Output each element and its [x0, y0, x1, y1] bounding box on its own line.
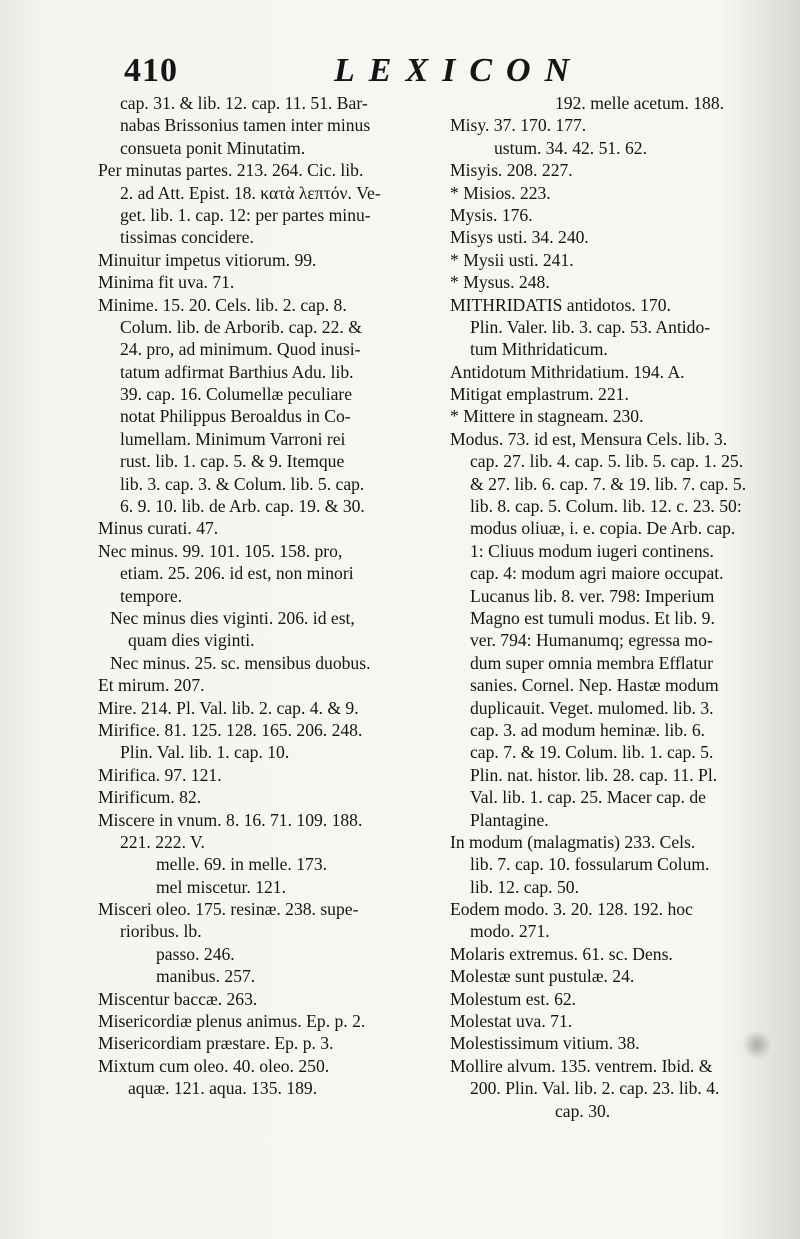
left-column-line: lib. 3. cap. 3. & Colum. lib. 5. cap. [120, 473, 365, 494]
right-column-line: Plin. Valer. lib. 3. cap. 53. Antido- [470, 316, 711, 337]
left-column-line: Colum. lib. de Arborib. cap. 22. & [120, 316, 362, 337]
left-column-line: Misericordiam præstare. Ep. p. 3. [98, 1033, 334, 1054]
left-column-line: 6. 9. 10. lib. de Arb. cap. 19. & 30. [120, 496, 365, 517]
right-column-line: 200. Plin. Val. lib. 2. cap. 23. lib. 4. [470, 1078, 720, 1099]
right-column-line: Lucanus lib. 8. ver. 798: Imperium [470, 585, 715, 606]
right-column-line: cap. 3. ad modum heminæ. lib. 6. [470, 719, 706, 740]
right-column-line: Molestum est. 62. [450, 988, 577, 1009]
right-column-line: Misy. 37. 170. 177. [450, 115, 587, 136]
left-column-line: Nec minus. 25. sc. mensibus duobus. [110, 652, 371, 673]
left-column-line: Et mirum. 207. [98, 675, 205, 696]
right-column-line: Antidotum Mithridatium. 194. A. [450, 361, 685, 382]
right-column-line: sanies. Cornel. Nep. Hastæ modum [470, 675, 719, 696]
left-column [98, 92, 443, 1100]
right-column-line: Eodem modo. 3. 20. 128. 192. hoc [450, 899, 693, 920]
right-column-line: Modus. 73. id est, Mensura Cels. lib. 3. [450, 428, 728, 449]
right-column-line: tum Mithridaticum. [470, 339, 608, 360]
left-column-line: Mirifica. 97. 121. [98, 764, 222, 785]
page-number: 410 [124, 52, 178, 89]
left-column-line: rust. lib. 1. cap. 5. & 9. Itemque [120, 451, 345, 472]
right-column-line: 1: Cliuus modum iugeri continens. [470, 540, 714, 561]
left-column-line: passo. 246. [156, 943, 235, 964]
left-column-line: Minuitur impetus vitiorum. 99. [98, 249, 317, 270]
right-column-line: * Mittere in stagneam. 230. [450, 406, 644, 427]
right-column-line: Val. lib. 1. cap. 25. Macer cap. de [470, 787, 706, 808]
ink-smudge [742, 1030, 772, 1060]
right-column-line: lib. 12. cap. 50. [470, 876, 579, 897]
right-column-line: cap. 30. [555, 1100, 611, 1121]
right-column [450, 92, 770, 1122]
left-column-line: 221. 222. V. [120, 831, 205, 852]
right-column-line: Mitigat emplastrum. 221. [450, 384, 629, 405]
left-column-line: tempore. [120, 585, 183, 606]
right-column-line: Plantagine. [470, 809, 549, 830]
right-column-line: Plin. nat. histor. lib. 28. cap. 11. Pl. [470, 764, 718, 785]
left-column-line: quam dies viginti. [128, 630, 255, 651]
left-column-line: Mirificum. 82. [98, 787, 202, 808]
right-column-line: Molestat uva. 71. [450, 1011, 573, 1032]
left-column-line: mel miscetur. 121. [156, 876, 286, 897]
right-column-line: cap. 4: modum agri maiore occupat. [470, 563, 724, 584]
right-column-line: * Misios. 223. [450, 182, 551, 203]
right-column-line: cap. 27. lib. 4. cap. 5. lib. 5. cap. 1. 25. [470, 451, 744, 472]
right-column-line: Molaris extremus. 61. sc. Dens. [450, 943, 673, 964]
left-column-line: Minima fit uva. 71. [98, 272, 235, 293]
right-column-line: dum super omnia membra Efflatur [470, 652, 713, 673]
right-column-line: 192. melle acetum. 188. [555, 93, 725, 113]
left-column-line: Plin. Val. lib. 1. cap. 10. [120, 742, 290, 763]
right-column-line: Molestæ sunt pustulæ. 24. [450, 966, 635, 987]
right-column-line: Mollire alvum. 135. ventrem. Ibid. & [450, 1055, 713, 1076]
right-column-line: lib. 7. cap. 10. fossularum Colum. [470, 854, 710, 875]
left-column-line: Miscere in vnum. 8. 16. 71. 109. 188. [98, 809, 363, 830]
right-column-line: * Mysii usti. 241. [450, 249, 574, 270]
left-column-line: aquæ. 121. aqua. 135. 189. [128, 1078, 318, 1099]
left-column-line: Nec minus. 99. 101. 105. 158. pro, [98, 540, 343, 561]
page-header [124, 52, 644, 92]
left-column-line: cap. 31. & lib. 12. cap. 11. 51. Bar- [120, 93, 368, 113]
left-column-line: get. lib. 1. cap. 12: per partes minu- [120, 204, 371, 225]
right-column-line: In modum (malagmatis) 233. Cels. [450, 831, 696, 852]
left-column-line: tatum adfirmat Barthius Adu. lib. [120, 361, 354, 382]
left-column-line: 2. ad Att. Epist. 18. κατὰ λεπτόν. Ve- [120, 182, 381, 203]
left-column-line: nabas Brissonius tamen inter minus [120, 115, 371, 136]
running-title: LEXICON [334, 52, 584, 89]
right-column-line: cap. 7. & 19. Colum. lib. 1. cap. 5. [470, 742, 714, 763]
left-column-line: Nec minus dies viginti. 206. id est, [110, 607, 355, 628]
left-column-line: melle. 69. in melle. 173. [156, 854, 328, 875]
left-column-line: rioribus. lb. [120, 921, 202, 942]
left-column-line: etiam. 25. 206. id est, non minori [120, 563, 354, 584]
right-column-line: modo. 271. [470, 921, 550, 942]
left-column-line: Mirifice. 81. 125. 128. 165. 206. 248. [98, 719, 363, 740]
right-column-line: modus oliuæ, i. e. copia. De Arb. cap. [470, 518, 736, 539]
left-column-line: Per minutas partes. 213. 264. Cic. lib. [98, 160, 364, 181]
left-column-line: Miscentur baccæ. 263. [98, 988, 258, 1009]
left-column-line: 24. pro, ad minimum. Quod inusi- [120, 339, 361, 360]
left-column-line: notat Philippus Beroaldus in Co- [120, 406, 351, 427]
left-column-line: tissimas concidere. [120, 227, 254, 248]
right-column-line: ustum. 34. 42. 51. 62. [494, 137, 647, 158]
left-column-line: lumellam. Minimum Varroni rei [120, 428, 346, 449]
left-column-line: 39. cap. 16. Columellæ peculiare [120, 384, 353, 405]
right-column-line: duplicauit. Veget. mulomed. lib. 3. [470, 697, 714, 718]
right-column-line: Mysis. 176. [450, 204, 533, 225]
left-column-line: Misceri oleo. 175. resinæ. 238. supe- [98, 899, 359, 920]
left-column-line: Mire. 214. Pl. Val. lib. 2. cap. 4. & 9. [98, 697, 359, 718]
left-column-line: Minime. 15. 20. Cels. lib. 2. cap. 8. [98, 294, 347, 315]
right-column-line: Magno est tumuli modus. Et lib. 9. [470, 607, 715, 628]
right-column-line: Molestissimum vitium. 38. [450, 1033, 640, 1054]
right-column-line: & 27. lib. 6. cap. 7. & 19. lib. 7. cap. 5. [470, 473, 747, 494]
right-column-line: Misys usti. 34. 240. [450, 227, 589, 248]
left-column-line: Misericordiæ plenus animus. Ep. p. 2. [98, 1011, 366, 1032]
right-column-line: Misyis. 208. 227. [450, 160, 573, 181]
left-column-line: manibus. 257. [156, 966, 256, 987]
right-column-line: * Mysus. 248. [450, 272, 550, 293]
right-column-line: MITHRIDATIS antidotos. 170. [450, 294, 671, 315]
left-column-line: consueta ponit Minutatim. [120, 137, 306, 158]
left-column-line: Mixtum cum oleo. 40. oleo. 250. [98, 1055, 330, 1076]
left-column-line: Minus curati. 47. [98, 518, 219, 539]
right-column-line: lib. 8. cap. 5. Colum. lib. 12. c. 23. 50: [470, 496, 742, 517]
right-column-line: ver. 794: Humanumq; egressa mo- [470, 630, 713, 651]
